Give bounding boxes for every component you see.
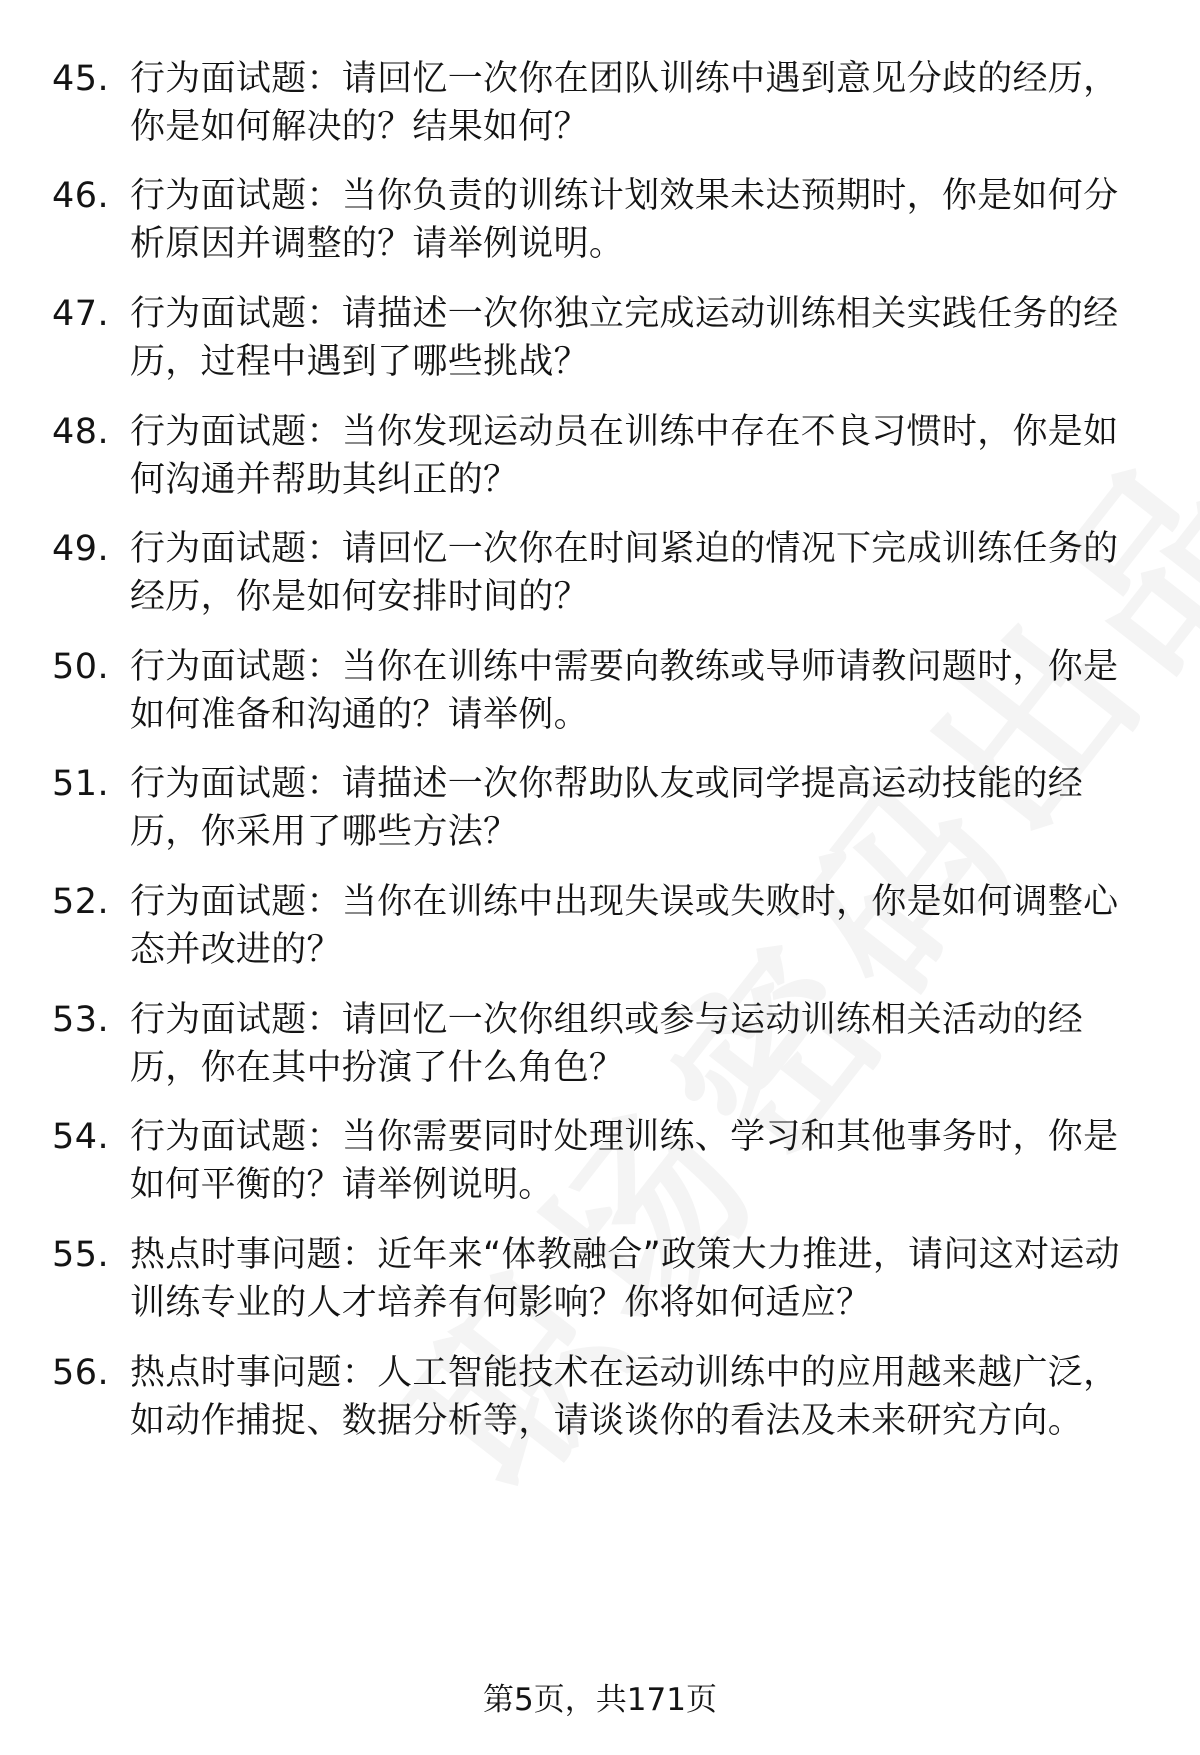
question-text: 行为面试题：请描述一次你帮助队友或同学提高运动技能的经历，你采用了哪些方法？: [130, 764, 1084, 852]
question-number: 47.: [52, 294, 110, 334]
question-number: 49.: [52, 529, 110, 569]
question-text: 行为面试题：当你负责的训练计划效果未达预期时，你是如何分析原因并调整的？请举例说明。: [130, 176, 1119, 264]
page-footer: 第5页，共171页: [483, 1682, 717, 1718]
question-item-55: [0, 1231, 1200, 1341]
question-number: 54.: [52, 1117, 110, 1157]
question-item-48: [0, 408, 1200, 518]
question-text: 行为面试题：请描述一次你独立完成运动训练相关实践任务的经历，过程中遇到了哪些挑战？: [130, 294, 1119, 382]
question-text: 行为面试题：当你在训练中出现失误或失败时，你是如何调整心态并改进的？: [130, 882, 1119, 970]
question-number: 53.: [52, 1000, 110, 1040]
question-text: 行为面试题：请回忆一次你在时间紧迫的情况下完成训练任务的经历，你是如何安排时间的？: [130, 529, 1119, 617]
question-number: 45.: [52, 59, 110, 99]
question-text: 热点时事问题：人工智能技术在运动训练中的应用越来越广泛，如动作捕捉、数据分析等，请谈谈你的看法及未来研究方向。: [130, 1353, 1119, 1441]
question-item-49: [0, 525, 1200, 635]
question-item-52: [0, 878, 1200, 988]
question-text: 行为面试题：请回忆一次你组织或参与运动训练相关活动的经历，你在其中扮演了什么角色？: [130, 1000, 1084, 1088]
question-item-47: [0, 290, 1200, 400]
question-item-45: [0, 55, 1200, 165]
question-item-46: [0, 172, 1200, 282]
question-number: 50.: [52, 647, 110, 687]
question-item-54: [0, 1113, 1200, 1223]
question-text: 行为面试题：当你需要同时处理训练、学习和其他事务时，你是如何平衡的？请举例说明。: [130, 1117, 1119, 1205]
question-number: 51.: [52, 764, 110, 804]
question-number: 46.: [52, 176, 110, 216]
question-item-53: [0, 996, 1200, 1106]
question-number: 52.: [52, 882, 110, 922]
question-text: 行为面试题：当你在训练中需要向教练或导师请教问题时，你是如何准备和沟通的？请举例。: [130, 647, 1119, 735]
question-item-51: [0, 760, 1200, 870]
question-text: 行为面试题：请回忆一次你在团队训练中遇到意见分歧的经历，你是如何解决的？结果如何？: [130, 59, 1119, 147]
question-text: 热点时事问题：近年来“体教融合”政策大力推进，请问这对运动训练专业的人才培养有何影响？你将如何适应？: [130, 1235, 1120, 1323]
question-item-50: [0, 643, 1200, 753]
question-number: 55.: [52, 1235, 110, 1275]
question-number: 48.: [52, 412, 110, 452]
question-item-56: [0, 1349, 1200, 1459]
question-text: 行为面试题：当你发现运动员在训练中存在不良习惯时，你是如何沟通并帮助其纠正的？: [130, 412, 1119, 500]
question-number: 56.: [52, 1353, 110, 1393]
